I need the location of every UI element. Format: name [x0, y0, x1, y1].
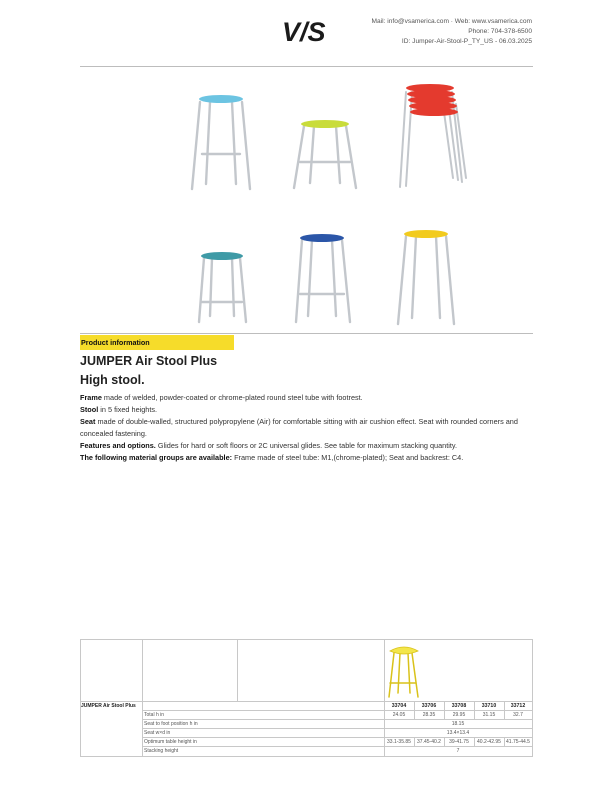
header-divider [80, 66, 533, 67]
table-product-name: JUMPER Air Stool Plus [81, 703, 136, 709]
desc-materials: The following material groups are available: Frame made of steel tube: M1,(chrome-plated); Seat and backrest: C4. [80, 453, 464, 462]
table-cell: 18.15 [451, 721, 465, 727]
product-title: JUMPER Air Stool Plus [80, 354, 218, 368]
product-info-label-text: Product information [81, 338, 150, 347]
stool-image-red-stack [398, 82, 468, 192]
table-cell: 40.2-42.95 [477, 739, 501, 745]
table-cell: 29.95 [452, 712, 466, 718]
product-subtitle: High stool. [80, 373, 145, 387]
contact-email-web: Mail: info@vsamerica.com · Web: www.vsamerica.com [371, 18, 532, 25]
table-cell: 33.1-35.85 [387, 739, 411, 745]
seat-teal [201, 252, 243, 260]
seat-light-blue [199, 95, 243, 103]
model-number: 33712 [510, 703, 526, 709]
images-divider [80, 333, 533, 334]
model-number: 33706 [421, 703, 437, 709]
stool-image-teal [196, 252, 248, 326]
table-thumbnail-stool [386, 643, 422, 699]
table-cell: 24.05 [392, 712, 406, 718]
row-label-seat-size: Seat w×d in [144, 730, 171, 736]
table-cell: 7 [456, 748, 460, 754]
table-cell: 41.75-44.5 [506, 739, 530, 745]
desc-features: Features and options. Glides for hard or soft floors or 2C universal glides. See table for maximum stacking quantity. [80, 441, 458, 450]
contact-block [372, 17, 532, 47]
desc-stool: Stool in 5 fixed heights. [80, 405, 158, 414]
seat-lime [301, 120, 349, 128]
row-label-stacking: Stacking height [144, 748, 179, 754]
table-cell: 28.35 [422, 712, 436, 718]
logo-text: V/S [282, 17, 326, 46]
table-cell: 39-41.75 [449, 739, 469, 745]
product-images [80, 70, 533, 332]
product-info-label [80, 335, 234, 350]
seat-yellow [404, 230, 448, 238]
row-label-table-height: Optimum table height in [144, 739, 197, 745]
contact-phone: Phone: 704-378-6500 [468, 28, 532, 35]
model-number: 33708 [451, 703, 467, 709]
table-cell: 37.45-40.2 [417, 739, 441, 745]
product-description [80, 392, 535, 464]
vs-logo [282, 16, 330, 46]
stool-image-light-blue [188, 94, 254, 194]
table-cell: 32.7 [513, 712, 523, 718]
seat-navy [300, 234, 344, 242]
document-id: ID: Jumper-Air-Stool-P_TY_US - 06.03.2025 [401, 38, 532, 45]
model-number: 33710 [481, 703, 497, 709]
row-label-seat-to-foot: Seat to foot position h in [144, 721, 198, 727]
stool-image-yellow [396, 230, 456, 328]
table-cell: 31.15 [482, 712, 496, 718]
desc-seat: Seat made of double-walled, structured polypropylene (Air) for comfortable sitting with air cushion effect. Seat with rounded corners and concealed fastening. [80, 417, 518, 438]
model-number: 33704 [391, 703, 407, 709]
table-cell: 13.4×13.4 [446, 730, 470, 736]
stool-image-navy [292, 234, 352, 326]
stool-image-lime [290, 120, 360, 192]
spec-table [80, 639, 533, 757]
row-label-total-height: Total h in [144, 712, 165, 718]
desc-frame: Frame made of welded, powder-coated or chrome-plated round steel tube with footrest. [80, 393, 363, 402]
